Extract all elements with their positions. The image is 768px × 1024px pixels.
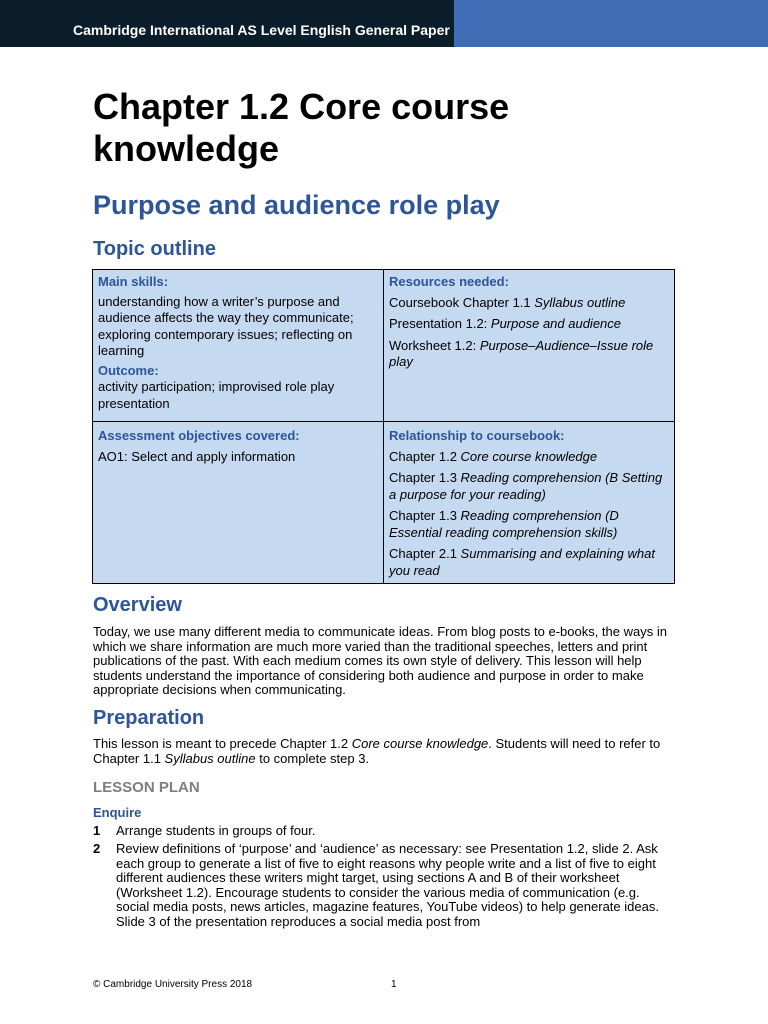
assessment-cell — [93, 422, 384, 584]
step-number: 2 — [93, 841, 101, 856]
relationship-item: Chapter 1.2 Core course knowledge — [389, 448, 598, 464]
resources-cell — [384, 270, 675, 422]
page-header — [0, 0, 768, 47]
topic-outline-table — [92, 269, 675, 584]
step-text: Arrange students in groups of four. — [116, 823, 316, 838]
resource-item: Presentation 1.2: Purpose and audience — [389, 316, 622, 331]
relationship-item: Chapter 1.3 Reading comprehension (B Setting a purpose for your reading) — [389, 470, 663, 502]
main-skills-text: understanding how a writer’s purpose and audience affects the way they communicate; exploring contemporary issues; reflecting on learning — [98, 293, 354, 358]
preparation-heading: Preparation — [93, 707, 205, 729]
outcome-label: Outcome: — [98, 362, 159, 378]
enquire-subheading: Enquire — [93, 805, 142, 820]
resources-label: Resources needed: — [389, 274, 509, 289]
overview-heading: Overview — [93, 594, 182, 616]
topic-outline-heading: Topic outline — [93, 238, 216, 260]
outcome-text: activity participation; improvised role play presentation — [98, 379, 335, 411]
relationship-item: Chapter 1.3 Reading comprehension (D Essential reading comprehension skills) — [389, 508, 619, 540]
footer-page-number: 1 — [391, 979, 397, 990]
resource-item: Coursebook Chapter 1.1 Syllabus outline — [389, 294, 626, 310]
resource-item: Worksheet 1.2: Purpose–Audience–Issue role play — [389, 337, 654, 369]
chapter-title: Chapter 1.2 Core course knowledge — [93, 86, 510, 169]
step-number: 1 — [93, 823, 101, 838]
header-title: Cambridge International AS Level English General Paper — [73, 22, 450, 38]
main-skills-cell — [93, 270, 384, 422]
relationship-label: Relationship to coursebook: — [389, 428, 565, 443]
footer-copyright: © Cambridge University Press 2018 — [93, 979, 253, 990]
overview-text: Today, we use many different media to communicate ideas. From blog posts to e-books, the ways in which we share information are much more varied than the traditional speeches, letters and print publications of the past. With each medium comes its own style of delivery. This lesson will help students understand the importance of considering both audience and purpose in order to make appropriate decisions when communicating. — [93, 624, 667, 697]
assessment-label: Assessment objectives covered: — [98, 428, 300, 443]
preparation-text: This lesson is meant to precede Chapter 1.2 Core course knowledge. Students will need to refer to Chapter 1.1 Syllabus outline to complete step 3. — [93, 736, 661, 766]
lesson-plan-heading: LESSON PLAN — [93, 779, 200, 796]
relationship-item: Chapter 2.1 Summarising and explaining what you read — [389, 546, 655, 578]
header-blue-band — [454, 0, 768, 47]
main-skills-label: Main skills: — [98, 274, 169, 289]
step-text: Review definitions of ‘purpose’ and ‘audience’ as necessary: see Presentation 1.2, slide 2. Ask each group to generate a list of five to eight reasons why people write and a list of five to eight different audiences these writers might target, using sections A and B of their worksheet (Worksheet 1.2). Encourage students to consider the various media of communication (e.g. social media posts, news articles, magazine features, YouTube videos) to help generate ideas. Slide 3 of the presentation reproduces a social media post from — [116, 841, 659, 929]
relationship-cell — [384, 422, 675, 584]
assessment-text: AO1: Select and apply information — [98, 448, 296, 464]
lesson-subtitle: Purpose and audience role play — [93, 190, 500, 220]
